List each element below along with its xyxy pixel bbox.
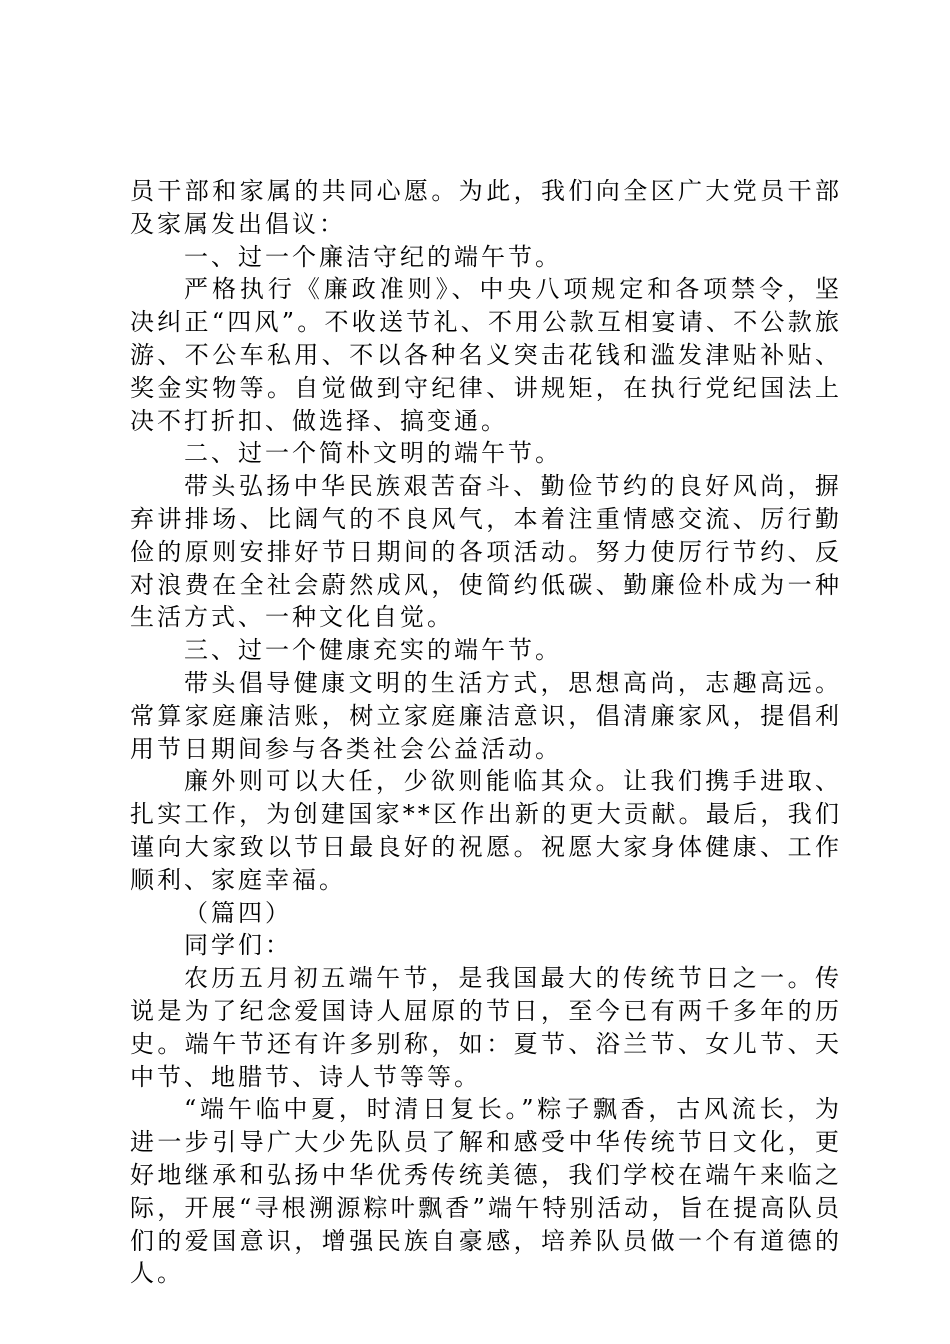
section-heading: 三、过一个健康充实的端午节。 [184, 636, 562, 665]
document-body [130, 175, 842, 1290]
paragraph: 带头倡导健康文明的生活方式，思想高尚，志趣高远。常算家庭廉洁账，树立家庭廉洁意识，倡清廉家风，提倡利用节日期间参与各类社会公益活动。 [130, 668, 842, 763]
paragraph: 廉外则可以大任，少欲则能临其众。让我们携手进取、扎实工作，为创建国家**区作出新的更大贡献。最后，我们谨向大家致以节日最良好的祝愿。祝愿大家身体健康、工作顺利、家庭幸福。 [130, 767, 842, 894]
paragraph: 员干部和家属的共同心愿。为此，我们向全区广大党员干部及家属发出倡议： [130, 177, 842, 238]
paragraph: 严格执行《廉政准则》、中央八项规定和各项禁令，坚决纠正“四风”。不收送节礼、不用公款互相宴请、不公款旅游、不公车私用、不以各种名义突击花钱和滥发津贴补贴、奖金实物等。自觉做到守纪律、讲规矩，在执行党纪国法上决不打折扣、做选择、搞变通。 [130, 275, 842, 435]
section-heading: 一、过一个廉洁守纪的端午节。 [184, 242, 562, 271]
chapter-label: （篇四） [184, 898, 292, 927]
paragraph: “端午临中夏，时清日复长。”粽子飘香，古风流长，为进一步引导广大少先队员了解和感受中华传统节日文化，更好地继承和弘扬中华优秀传统美德，我们学校在端午来临之际，开展“寻根溯源粽叶飘香”端午特别活动，旨在提高队员们的爱国意识，增强民族自豪感，培养队员做一个有道德的人。 [130, 1095, 842, 1288]
section-heading: 二、过一个简朴文明的端午节。 [184, 439, 562, 468]
paragraph: 带头弘扬中华民族艰苦奋斗、勤俭节约的良好风尚，摒弃讲排场、比阔气的不良风气，本着注重情感交流、厉行勤俭的原则安排好节日期间的各项活动。努力使厉行节约、反对浪费在全社会蔚然成风，使简约低碳、勤廉俭朴成为一种生活方式、一种文化自觉。 [130, 472, 842, 632]
salutation: 同学们： [184, 931, 292, 960]
paragraph: 农历五月初五端午节，是我国最大的传统节日之一。传说是为了纪念爱国诗人屈原的节日，至今已有两千多年的历史。端午节还有许多别称，如：夏节、浴兰节、女儿节、天中节、地腊节、诗人节等等。 [130, 964, 842, 1091]
